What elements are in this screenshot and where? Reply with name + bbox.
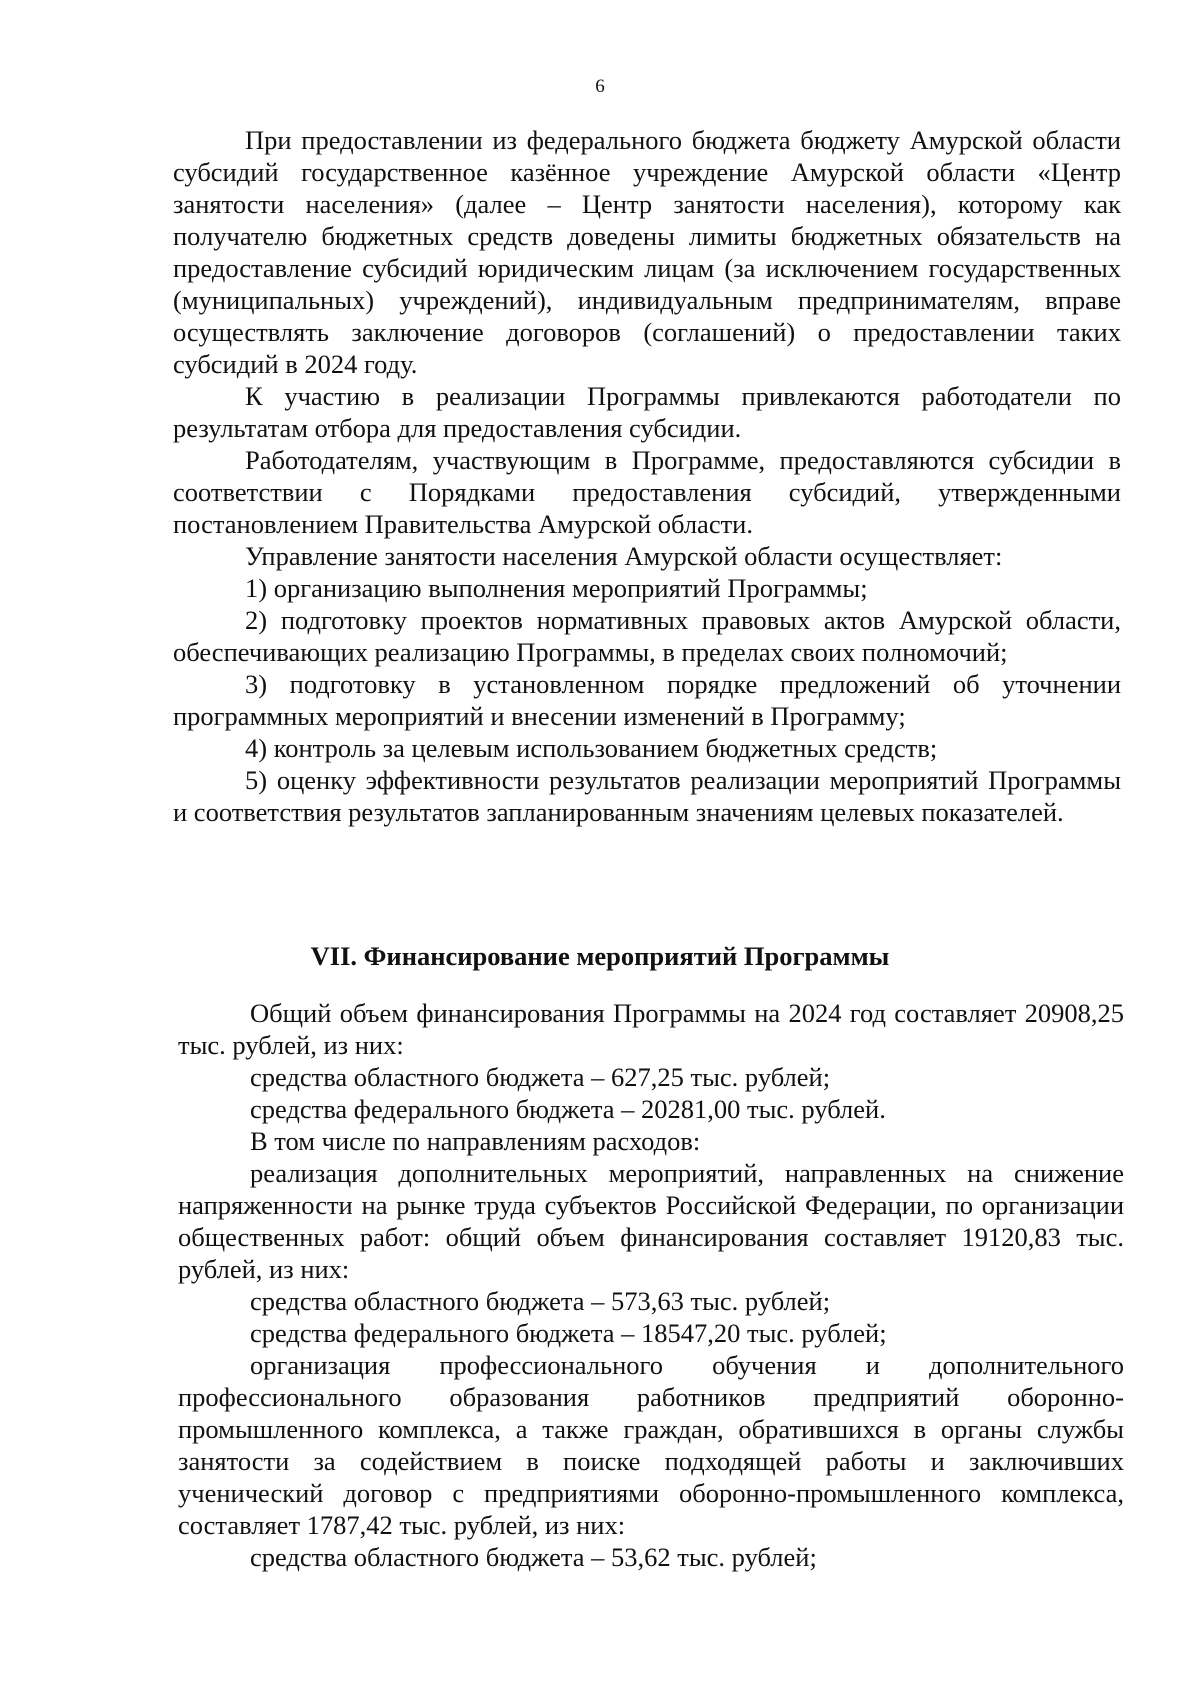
list-item: 4) контроль за целевым использованием бюджетных средств;: [245, 733, 938, 763]
paragraph: средства федерального бюджета – 18547,20 тыс. рублей;: [250, 1318, 887, 1348]
page-number: 6: [595, 76, 605, 97]
list-item: 5) оценку эффективности результатов реализации мероприятий Программы и соответствия результатов запланированным значениям целевых показателей.: [173, 765, 1121, 827]
list-item: 1) организацию выполнения мероприятий Программы;: [245, 573, 868, 603]
paragraph: средства областного бюджета – 53,62 тыс. рублей;: [250, 1542, 817, 1572]
paragraph: В том числе по направлениям расходов:: [250, 1126, 701, 1156]
financing-section: [178, 997, 1124, 1573]
paragraph: К участию в реализации Программы привлекаются работодатели по результатам отбора для предоставления субсидии.: [173, 381, 1121, 443]
paragraph: Работодателям, участвующим в Программе, предоставляются субсидии в соответствии с Порядками предоставления субсидий, утвержденными постановлением Правительства Амурской области.: [173, 445, 1121, 539]
list-item: 2) подготовку проектов нормативных правовых актов Амурской области, обеспечивающих реализацию Программы, в пределах своих полномочий;: [173, 605, 1121, 667]
paragraph: реализация дополнительных мероприятий, направленных на снижение напряженности на рынке труда субъектов Российской Федерации, по организации общественных работ: общий объем финансирования составляет 19120,83 тыс. рублей, из них:: [178, 1158, 1124, 1284]
program-implementation-section: [173, 124, 1121, 828]
paragraph: средства областного бюджета – 627,25 тыс. рублей;: [250, 1062, 831, 1092]
paragraph: При предоставлении из федерального бюджета бюджету Амурской области субсидий государственное казённое учреждение Амурской области «Центр занятости населения» (далее – Центр занятости населения), которому как получателю бюджетных средств доведены лимиты бюджетных обязательств на предоставление субсидий юридическим лицам (за исключением государственных (муниципальных) учреждений), индивидуальным предпринимателям, вправе осуществлять заключение договоров (соглашений) о предоставлении таких субсидий в 2024 году.: [173, 125, 1121, 379]
paragraph: средства областного бюджета – 573,63 тыс. рублей;: [250, 1286, 831, 1316]
paragraph: средства федерального бюджета – 20281,00 тыс. рублей.: [250, 1094, 886, 1124]
section-heading: VII. Финансирование мероприятий Программы: [310, 941, 890, 971]
paragraph: организация профессионального обучения и дополнительного профессионального образования работников предприятий оборонно-промышленного комплекса, а также граждан, обратившихся в органы службы занятости за содействием в поиске подходящей работы и заключивших ученический договор с предприятиями оборонно-промышленного комплекса, составляет 1787,42 тыс. рублей, из них:: [178, 1350, 1124, 1540]
paragraph: Управление занятости населения Амурской области осуществляет:: [245, 541, 1003, 571]
paragraph: Общий объем финансирования Программы на 2024 год составляет 20908,25 тыс. рублей, из них:: [178, 998, 1124, 1060]
list-item: 3) подготовку в установленном порядке предложений об уточнении программных мероприятий и внесении изменений в Программу;: [173, 669, 1121, 731]
